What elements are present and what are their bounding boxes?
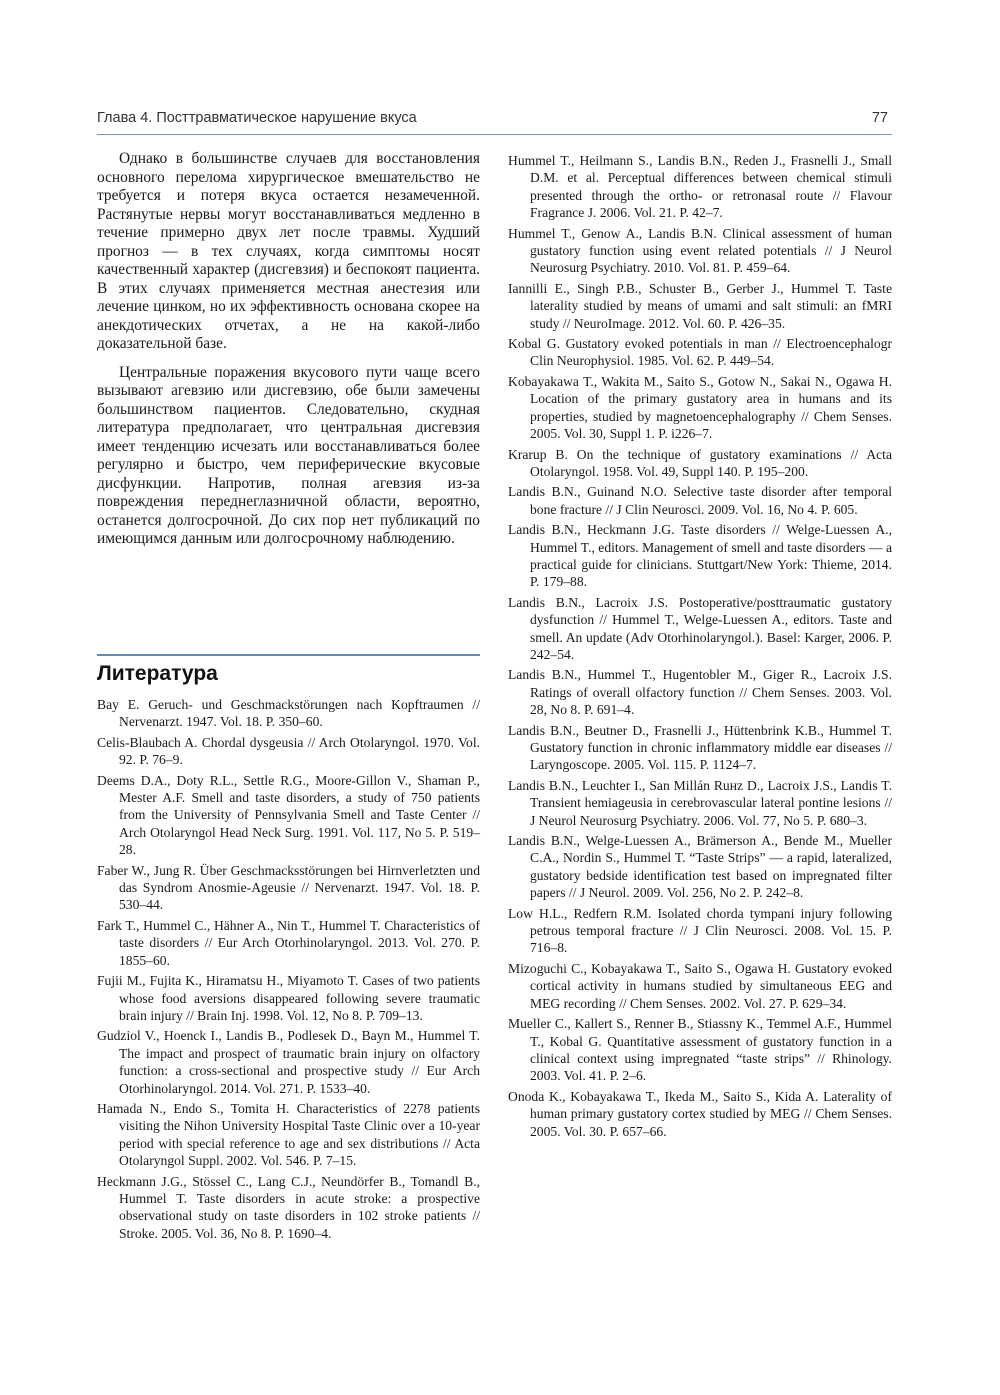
reference-item: Gudziol V., Hoenck I., Landis B., Podlesek D., Bayn M., Hummel T. The impact and prospect of traumatic brain injury on olfactory function: a cross-sectional and prospective study // Eur Arch Otorhinolaryngol. 2014. Vol. 271. P. 1533–40.	[97, 1028, 480, 1096]
reference-item: Landis B.N., Leuchter I., San Millán Ruнz D., Lacroix J.S., Landis T. Transient hemiageusia in cerebrovascular lateral pontine lesions // J Neurol Neurosurg Psychiatry. 2006. Vol. 77, No 5. P. 680–3.	[508, 777, 892, 828]
reference-item: Landis B.N., Beutner D., Frasnelli J., Hüttenbrink K.B., Hummel T. Gustatory function in chronic inflammatory middle ear diseases // Laryngoscope. 2005. Vol. 115. P. 1124–7.	[508, 722, 892, 773]
header-divider	[97, 134, 892, 135]
reference-item: Landis B.N., Welge-Luessen A., Brämerson A., Bende M., Mueller C.A., Nordin S., Hummel T. “Taste Strips” — a rapid, lateralized, gustatory bedside identification test based on impregnated filter papers // J Neurol. 2009. Vol. 256, No 2. P. 242–8.	[508, 833, 892, 901]
reference-item: Bay E. Geruch- und Geschmackstörungen nach Kopftraumen // Nervenarzt. 1947. Vol. 18. P. 350–60.	[97, 697, 480, 730]
reference-item: Faber W., Jung R. Über Geschmacksstörungen bei Hirnverletzten und das Syndrom Anosmie-Ageusie // Nervenarzt. 1947. Vol. 18. P. 530–44.	[97, 862, 480, 913]
reference-list-right	[508, 152, 892, 1140]
page-number: 77	[871, 110, 888, 126]
body-paragraph: Однако в большинстве случаев для восстановления основного перелома хирургическое вмешательство не требуется и потеря вкуса остается незамеченной. Растянутые нервы могут восстанавливаться медленно в течение примерно двух лет после травмы. Худший прогноз — в тех случаях, когда симптомы носят качественный характер (дисгевзия) и беспокоят пациента. В этих случаях применяется местная анестезия или лечение цинком, но их эффективность основана скорее на анекдотических отчетах, а не на какой-либо доказательной базе.	[97, 150, 480, 352]
reference-item: Onoda K., Kobayakawa T., Ikeda M., Saito S., Kida A. Laterality of human primary gustatory cortex studied by MEG // Chem Senses. 2005. Vol. 30. P. 657–66.	[508, 1088, 892, 1139]
reference-item: Iannilli E., Singh P.B., Schuster B., Gerber J., Hummel T. Taste laterality studied by means of umami and salt stimuli: an fMRI study // NeuroImage. 2012. Vol. 60. P. 426–35.	[508, 280, 892, 331]
reference-item: Hummel T., Genow A., Landis B.N. Clinical assessment of human gustatory function using event related potentials // J Neurol Neurosurg Psychiatry. 2010. Vol. 81. P. 459–64.	[508, 225, 892, 276]
reference-item: Hummel T., Heilmann S., Landis B.N., Reden J., Frasnelli J., Small D.M. et al. Perceptual differences between chemical stimuli presented through the ortho- or retronasal route // Flavour Fragrance J. 2006. Vol. 21. P. 42–7.	[508, 153, 892, 221]
reference-list-left	[97, 696, 480, 1242]
reference-item: Krarup B. On the technique of gustatory examinations // Acta Otolaryngol. 1958. Vol. 49, Suppl 140. P. 195–200.	[508, 446, 892, 479]
reference-item: Fark T., Hummel C., Hähner A., Nin T., Hummel T. Characteristics of taste disorders // Eur Arch Otorhinolaryngol. 2013. Vol. 270. P. 1855–60.	[97, 917, 480, 968]
reference-item: Landis B.N., Hummel T., Hugentobler M., Giger R., Lacroix J.S. Ratings of overall olfactory function // Chem Senses. 2003. Vol. 28, No 8. P. 691–4.	[508, 667, 892, 718]
body-text	[97, 150, 480, 549]
reference-item: Mizoguchi C., Kobayakawa T., Saito S., Ogawa H. Gustatory evoked cortical activity in humans studied by simultaneous EEG and MEG recording // Chem Senses. 2002. Vol. 27. P. 629–34.	[508, 960, 892, 1011]
body-paragraph: Центральные поражения вкусового пути чаще всего вызывают агевзию или дисгевзию, обе были замечены большинством пациентов. Следовательно, скудная литература предполагает, что центральная дисгевзия имеет тенденцию исчезать или восстанавливаться более регулярно и быстро, чем периферические вкусовые дисфункции. Напротив, полная агевзия из-за повреждения переднеглазничной области, вероятно, останется долгосрочной. До сих пор нет публикаций по имеющимся данным или долгосрочному наблюдению.	[97, 363, 480, 547]
reference-item: Deems D.A., Doty R.L., Settle R.G., Moore-Gillon V., Shaman P., Mester A.F. Smell and taste disorders, a study of 750 patients from the University of Pennsylvania Smell and Taste Center // Arch Otolaryngol Head Neck Surg. 1991. Vol. 117, No 5. P. 519–28.	[97, 772, 480, 858]
reference-item: Celis-Blaubach A. Chordal dysgeusia // Arch Otolaryngol. 1970. Vol. 92. P. 76–9.	[97, 734, 480, 768]
references-heading: Литература	[97, 662, 218, 685]
chapter-title: Глава 4. Посттравматическое нарушение вкуса	[97, 110, 417, 126]
reference-item: Kobayakawa T., Wakita M., Saito S., Gotow N., Sakai N., Ogawa H. Location of the primary gustatory area in humans and its properties, studied by magnetoencephalography // Chem Senses. 2005. Vol. 30, Suppl 1. P. i226–7.	[508, 373, 892, 442]
reference-item: Heckmann J.G., Stössel C., Lang C.J., Neundörfer B., Tomandl B., Hummel T. Taste disorders in acute stroke: a prospective observational study on taste disorders in 102 stroke patients // Stroke. 2005. Vol. 36, No 8. P. 1690–4.	[97, 1173, 480, 1241]
reference-item: Landis B.N., Guinand N.O. Selective taste disorder after temporal bone fracture // J Clin Neurosci. 2009. Vol. 16, No 4. P. 605.	[508, 484, 892, 517]
reference-item: Fujii M., Fujita K., Hiramatsu H., Miyamoto T. Cases of two patients whose food aversions disappeared following severe traumatic brain injury // Brain Inj. 1998. Vol. 12, No 8. P. 709–13.	[97, 973, 480, 1023]
reference-item: Landis B.N., Lacroix J.S. Postoperative/posttraumatic gustatory dysfunction // Hummel T., Welge-Luessen A., editors. Taste and smell. An update (Adv Otorhinolaryngol.). Basel: Karger, 2006. P. 242–54.	[508, 594, 892, 662]
reference-item: Landis B.N., Heckmann J.G. Taste disorders // Welge-Luessen A., Hummel T., editors. Management of smell and taste disorders — a practical guide for clinicians. Stuttgart/New York: Thieme, 2014. P. 179–88.	[508, 522, 892, 590]
reference-item: Kobal G. Gustatory evoked potentials in man // Electroencephalogr Clin Neurophysiol. 1985. Vol. 62. P. 449–54.	[508, 336, 892, 369]
reference-item: Hamada N., Endo S., Tomita H. Characteristics of 2278 patients visiting the Nihon University Hospital Taste Clinic over a 10-year period with special reference to age and sex distributions // Acta Otolaryngol Suppl. 2002. Vol. 546. P. 7–15.	[97, 1100, 480, 1169]
running-header	[97, 106, 892, 134]
reference-item: Mueller C., Kallert S., Renner B., Stiassny K., Temmel A.F., Hummel T., Kobal G. Quantitative assessment of gustatory function in a clinical context using impregnated “taste strips” // Rhinology. 2003. Vol. 41. P. 2–6.	[508, 1016, 892, 1084]
reference-item: Low H.L., Redfern R.M. Isolated chorda tympani injury following petrous temporal fracture // J Clin Neurosci. 2008. Vol. 15. P. 716–8.	[508, 905, 892, 956]
section-divider	[97, 654, 480, 656]
